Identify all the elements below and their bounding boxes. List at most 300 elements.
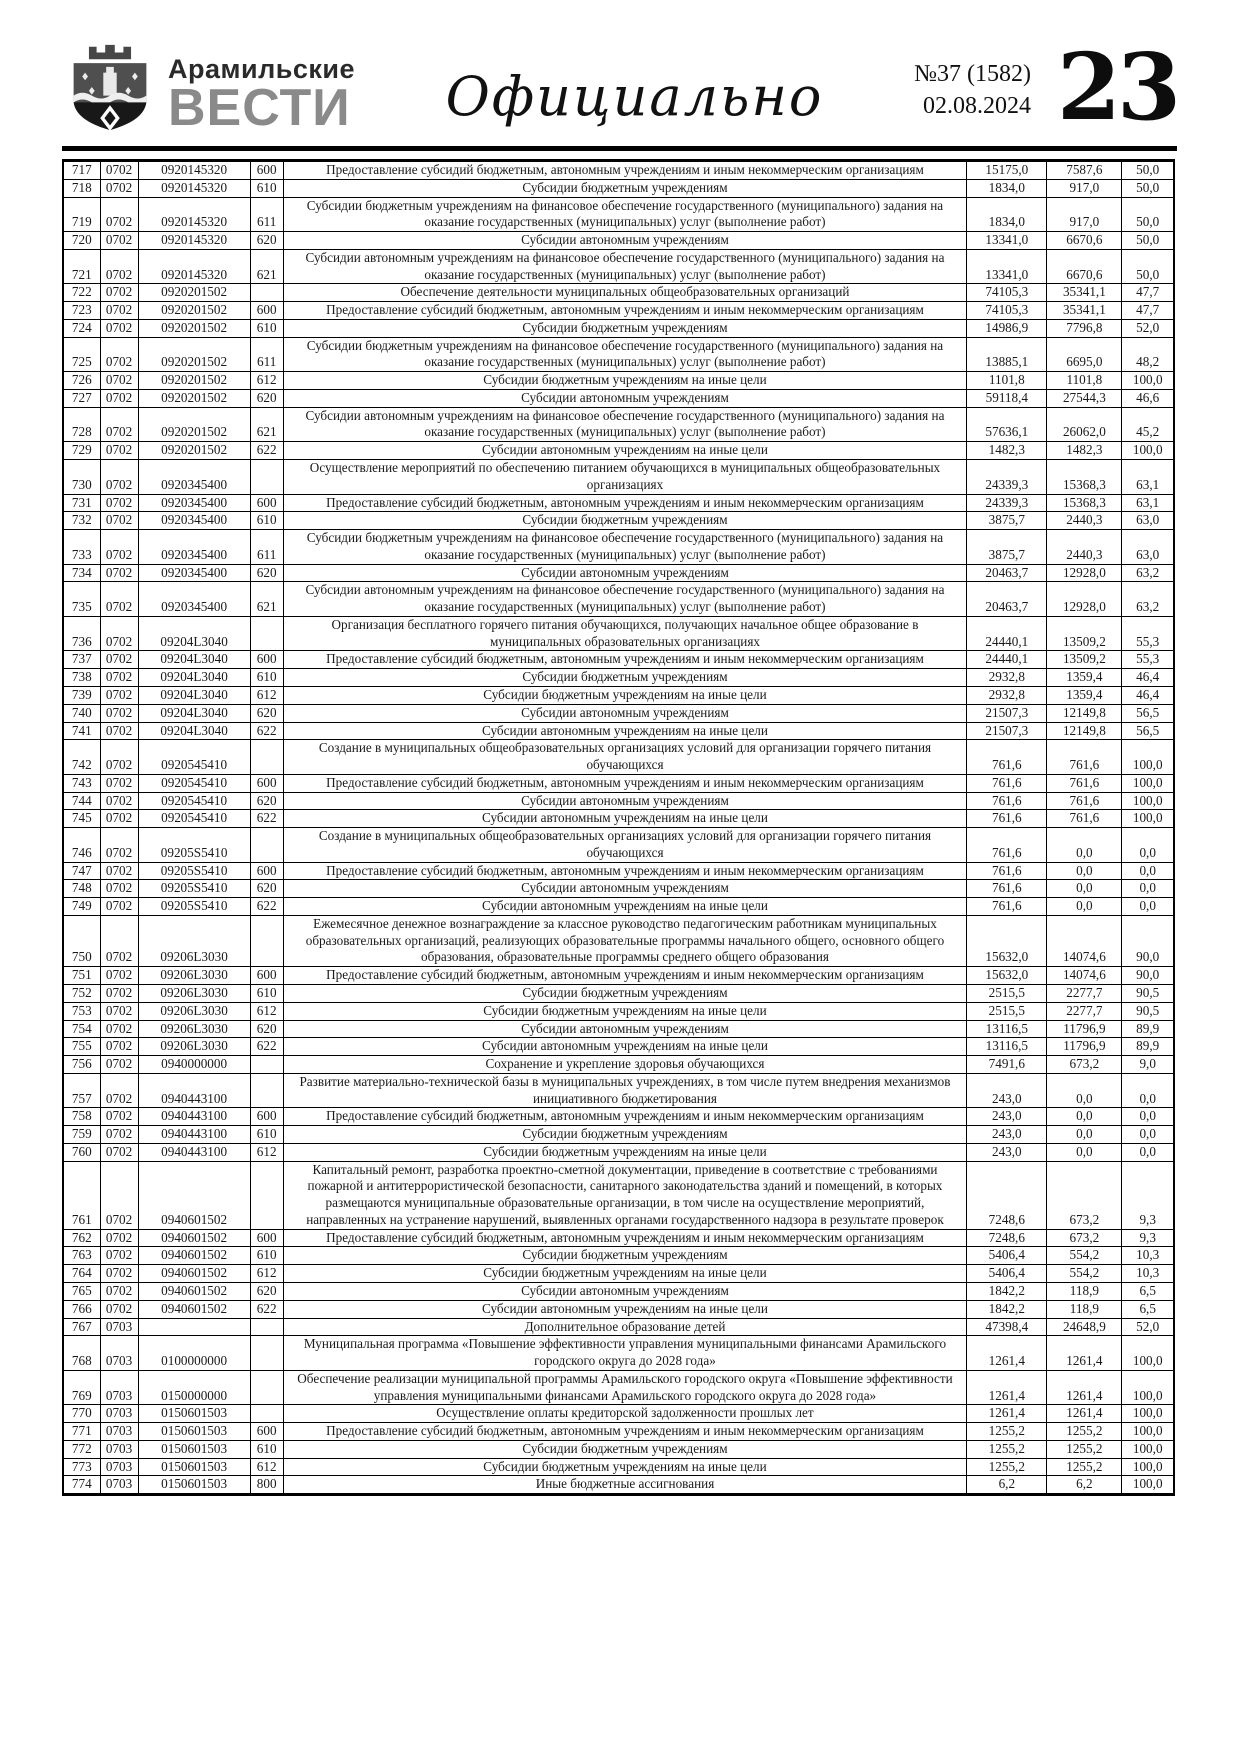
cell-section-code: 0702 xyxy=(100,530,138,565)
table-row xyxy=(63,686,1174,704)
cell-target-article-code: 09206L3030 xyxy=(138,915,250,966)
cell-target-article-code: 0150601503 xyxy=(138,1458,250,1476)
cell-section-code: 0702 xyxy=(100,1056,138,1074)
table-row xyxy=(63,616,1174,651)
cell-execution-percent: 50,0 xyxy=(1122,161,1174,180)
cell-expense-name: Субсидии автономным учреждениям xyxy=(283,880,967,898)
cell-expense-name: Создание в муниципальных общеобразовательных организациях условий для организации горячего питания обучающихся xyxy=(283,740,967,775)
cell-executed-amount: 1255,2 xyxy=(1047,1440,1122,1458)
cell-section-code: 0702 xyxy=(100,1108,138,1126)
cell-section-code: 0702 xyxy=(100,984,138,1002)
table-row xyxy=(63,564,1174,582)
cell-approved-amount: 7248,6 xyxy=(967,1161,1047,1229)
cell-expense-name: Предоставление субсидий бюджетным, автономным учреждениям и иным некоммерческим организациям xyxy=(283,302,967,320)
cell-line-number: 762 xyxy=(63,1229,100,1247)
cell-line-number: 717 xyxy=(63,161,100,180)
cell-line-number: 735 xyxy=(63,582,100,617)
cell-target-article-code: 0940601502 xyxy=(138,1283,250,1301)
cell-executed-amount: 13509,2 xyxy=(1047,651,1122,669)
cell-section-code: 0702 xyxy=(100,792,138,810)
cell-expense-type-code: 612 xyxy=(250,686,283,704)
cell-executed-amount: 0,0 xyxy=(1047,1126,1122,1144)
cell-executed-amount: 11796,9 xyxy=(1047,1020,1122,1038)
cell-expense-type-code: 620 xyxy=(250,389,283,407)
masthead xyxy=(62,33,1177,142)
cell-expense-type-code: 621 xyxy=(250,249,283,284)
cell-expense-name: Субсидии бюджетным учреждениям xyxy=(283,179,967,197)
cell-approved-amount: 6,2 xyxy=(967,1476,1047,1495)
cell-line-number: 771 xyxy=(63,1423,100,1441)
cell-approved-amount: 1834,0 xyxy=(967,197,1047,232)
cell-execution-percent: 48,2 xyxy=(1122,337,1174,372)
cell-execution-percent: 0,0 xyxy=(1122,880,1174,898)
cell-expense-name: Субсидии автономным учреждениям на иные цели xyxy=(283,1300,967,1318)
table-row xyxy=(63,1318,1174,1336)
budget-execution-table xyxy=(62,159,1175,1496)
cell-approved-amount: 57636,1 xyxy=(967,407,1047,442)
table-row xyxy=(63,862,1174,880)
cell-execution-percent: 63,0 xyxy=(1122,530,1174,565)
table-row xyxy=(63,1056,1174,1074)
cell-expense-name: Предоставление субсидий бюджетным, автономным учреждениям и иным некоммерческим организациям xyxy=(283,1108,967,1126)
cell-execution-percent: 46,4 xyxy=(1122,686,1174,704)
cell-expense-type-code: 600 xyxy=(250,967,283,985)
cell-line-number: 723 xyxy=(63,302,100,320)
cell-expense-type-code xyxy=(250,616,283,651)
cell-target-article-code: 0920201502 xyxy=(138,337,250,372)
cell-expense-type-code xyxy=(250,1056,283,1074)
cell-target-article-code: 0920545410 xyxy=(138,792,250,810)
cell-executed-amount: 0,0 xyxy=(1047,880,1122,898)
cell-section-code: 0702 xyxy=(100,1126,138,1144)
cell-expense-type-code xyxy=(250,1405,283,1423)
cell-execution-percent: 46,6 xyxy=(1122,389,1174,407)
cell-executed-amount: 12928,0 xyxy=(1047,564,1122,582)
table-row xyxy=(63,372,1174,390)
cell-line-number: 719 xyxy=(63,197,100,232)
cell-expense-name: Предоставление субсидий бюджетным, автономным учреждениям и иным некоммерческим организациям xyxy=(283,651,967,669)
cell-expense-type-code: 621 xyxy=(250,407,283,442)
cell-section-code: 0702 xyxy=(100,898,138,916)
cell-section-code: 0702 xyxy=(100,704,138,722)
brand-text xyxy=(168,42,355,137)
table-row xyxy=(63,302,1174,320)
cell-expense-type-code: 622 xyxy=(250,1300,283,1318)
cell-line-number: 756 xyxy=(63,1056,100,1074)
cell-executed-amount: 1255,2 xyxy=(1047,1423,1122,1441)
table-row xyxy=(63,1073,1174,1108)
cell-approved-amount: 24440,1 xyxy=(967,616,1047,651)
section-title: Официально xyxy=(445,65,824,128)
table-row xyxy=(63,530,1174,565)
cell-expense-type-code: 600 xyxy=(250,862,283,880)
cell-execution-percent: 50,0 xyxy=(1122,249,1174,284)
cell-execution-percent: 0,0 xyxy=(1122,1126,1174,1144)
cell-approved-amount: 761,6 xyxy=(967,810,1047,828)
cell-executed-amount: 11796,9 xyxy=(1047,1038,1122,1056)
cell-target-article-code: 0150601503 xyxy=(138,1476,250,1495)
cell-expense-type-code: 600 xyxy=(250,774,283,792)
cell-executed-amount: 1101,8 xyxy=(1047,372,1122,390)
cell-execution-percent: 0,0 xyxy=(1122,862,1174,880)
table-row xyxy=(63,1229,1174,1247)
cell-executed-amount: 0,0 xyxy=(1047,1073,1122,1108)
cell-target-article-code: 09204L3040 xyxy=(138,651,250,669)
cell-expense-name: Развитие материально-технической базы в муниципальных учреждениях, в том числе путем внедрения механизмов инициативного бюджетирования xyxy=(283,1073,967,1108)
cell-line-number: 718 xyxy=(63,179,100,197)
cell-line-number: 753 xyxy=(63,1002,100,1020)
cell-target-article-code: 09204L3040 xyxy=(138,616,250,651)
cell-expense-type-code: 610 xyxy=(250,319,283,337)
cell-line-number: 740 xyxy=(63,704,100,722)
cell-execution-percent: 100,0 xyxy=(1122,1476,1174,1495)
cell-approved-amount: 15632,0 xyxy=(967,915,1047,966)
cell-line-number: 764 xyxy=(63,1265,100,1283)
cell-section-code: 0702 xyxy=(100,722,138,740)
cell-section-code: 0702 xyxy=(100,828,138,863)
cell-expense-name: Обеспечение реализации муниципальной программы Арамильского городского округа «Повышение эффективности управления муниципальными финансами Арамильского городского округа до 2028 года» xyxy=(283,1370,967,1405)
issue-info xyxy=(914,58,1031,123)
cell-section-code: 0702 xyxy=(100,651,138,669)
cell-line-number: 754 xyxy=(63,1020,100,1038)
cell-target-article-code: 0920345400 xyxy=(138,512,250,530)
cell-approved-amount: 761,6 xyxy=(967,740,1047,775)
table-row xyxy=(63,810,1174,828)
cell-target-article-code: 09204L3040 xyxy=(138,669,250,687)
cell-section-code: 0702 xyxy=(100,1020,138,1038)
cell-expense-type-code: 600 xyxy=(250,651,283,669)
coat-of-arms-icon xyxy=(62,42,158,132)
cell-line-number: 720 xyxy=(63,232,100,250)
cell-line-number: 741 xyxy=(63,722,100,740)
cell-approved-amount: 1842,2 xyxy=(967,1283,1047,1301)
cell-execution-percent: 0,0 xyxy=(1122,1143,1174,1161)
cell-expense-name: Субсидии бюджетным учреждениям xyxy=(283,984,967,1002)
cell-execution-percent: 63,2 xyxy=(1122,582,1174,617)
cell-line-number: 766 xyxy=(63,1300,100,1318)
cell-approved-amount: 24339,3 xyxy=(967,460,1047,495)
brand-name-bottom: ВЕСТИ xyxy=(168,79,351,137)
table-row xyxy=(63,1283,1174,1301)
cell-execution-percent: 100,0 xyxy=(1122,740,1174,775)
cell-target-article-code: 0920201502 xyxy=(138,442,250,460)
cell-section-code: 0703 xyxy=(100,1423,138,1441)
cell-expense-type-code: 612 xyxy=(250,1458,283,1476)
cell-target-article-code: 0920201502 xyxy=(138,372,250,390)
cell-line-number: 733 xyxy=(63,530,100,565)
cell-section-code: 0702 xyxy=(100,740,138,775)
table-row xyxy=(63,651,1174,669)
cell-section-code: 0702 xyxy=(100,1038,138,1056)
cell-target-article-code: 0920201502 xyxy=(138,407,250,442)
cell-expense-name: Субсидии бюджетным учреждениям на иные цели xyxy=(283,1002,967,1020)
cell-executed-amount: 7796,8 xyxy=(1047,319,1122,337)
cell-expense-name: Предоставление субсидий бюджетным, автономным учреждениям и иным некоммерческим организациям xyxy=(283,1423,967,1441)
cell-execution-percent: 47,7 xyxy=(1122,284,1174,302)
cell-target-article-code: 0920145320 xyxy=(138,249,250,284)
cell-execution-percent: 55,3 xyxy=(1122,616,1174,651)
cell-target-article-code: 0920201502 xyxy=(138,302,250,320)
cell-approved-amount: 7248,6 xyxy=(967,1229,1047,1247)
cell-expense-type-code: 610 xyxy=(250,669,283,687)
cell-expense-name: Муниципальная программа «Повышение эффективности управления муниципальными финансами Арамильского городского округа до 2028 года» xyxy=(283,1336,967,1371)
cell-section-code: 0702 xyxy=(100,686,138,704)
cell-execution-percent: 56,5 xyxy=(1122,722,1174,740)
cell-line-number: 731 xyxy=(63,494,100,512)
cell-expense-name: Субсидии бюджетным учреждениям на финансовое обеспечение государственного (муниципального) задания на оказание государственных (муниципальных) услуг (выполнение работ) xyxy=(283,337,967,372)
cell-approved-amount: 243,0 xyxy=(967,1143,1047,1161)
cell-executed-amount: 673,2 xyxy=(1047,1056,1122,1074)
cell-approved-amount: 74105,3 xyxy=(967,284,1047,302)
cell-approved-amount: 21507,3 xyxy=(967,704,1047,722)
cell-expense-type-code xyxy=(250,828,283,863)
cell-section-code: 0702 xyxy=(100,1073,138,1108)
cell-execution-percent: 50,0 xyxy=(1122,197,1174,232)
cell-executed-amount: 14074,6 xyxy=(1047,915,1122,966)
cell-executed-amount: 12928,0 xyxy=(1047,582,1122,617)
cell-execution-percent: 90,0 xyxy=(1122,915,1174,966)
cell-section-code: 0702 xyxy=(100,179,138,197)
cell-expense-name: Иные бюджетные ассигнования xyxy=(283,1476,967,1495)
cell-execution-percent: 56,5 xyxy=(1122,704,1174,722)
cell-section-code: 0703 xyxy=(100,1440,138,1458)
cell-executed-amount: 1482,3 xyxy=(1047,442,1122,460)
cell-target-article-code: 0920145320 xyxy=(138,232,250,250)
cell-line-number: 747 xyxy=(63,862,100,880)
cell-line-number: 768 xyxy=(63,1336,100,1371)
cell-section-code: 0702 xyxy=(100,669,138,687)
cell-approved-amount: 15632,0 xyxy=(967,967,1047,985)
cell-approved-amount: 2932,8 xyxy=(967,669,1047,687)
cell-expense-type-code: 620 xyxy=(250,792,283,810)
cell-section-code: 0702 xyxy=(100,161,138,180)
cell-approved-amount: 21507,3 xyxy=(967,722,1047,740)
cell-expense-name: Создание в муниципальных общеобразовательных организациях условий для организации горячего питания обучающихся xyxy=(283,828,967,863)
cell-executed-amount: 118,9 xyxy=(1047,1300,1122,1318)
cell-target-article-code: 0940601502 xyxy=(138,1247,250,1265)
cell-execution-percent: 90,5 xyxy=(1122,984,1174,1002)
cell-executed-amount: 24648,9 xyxy=(1047,1318,1122,1336)
cell-expense-name: Субсидии автономным учреждениям xyxy=(283,564,967,582)
cell-section-code: 0702 xyxy=(100,1002,138,1020)
cell-executed-amount: 7587,6 xyxy=(1047,161,1122,180)
issue-number: №37 (1582) xyxy=(914,61,1031,87)
cell-execution-percent: 10,3 xyxy=(1122,1265,1174,1283)
cell-execution-percent: 89,9 xyxy=(1122,1038,1174,1056)
cell-execution-percent: 100,0 xyxy=(1122,1440,1174,1458)
cell-expense-name: Осуществление оплаты кредиторской задолженности прошлых лет xyxy=(283,1405,967,1423)
table-row xyxy=(63,1108,1174,1126)
cell-section-code: 0702 xyxy=(100,1161,138,1229)
cell-executed-amount: 673,2 xyxy=(1047,1161,1122,1229)
table-row xyxy=(63,1458,1174,1476)
cell-expense-type-code xyxy=(250,460,283,495)
table-row xyxy=(63,460,1174,495)
cell-approved-amount: 15175,0 xyxy=(967,161,1047,180)
table-row xyxy=(63,1370,1174,1405)
cell-target-article-code: 0940443100 xyxy=(138,1126,250,1144)
cell-approved-amount: 13341,0 xyxy=(967,249,1047,284)
table-row xyxy=(63,284,1174,302)
cell-expense-type-code xyxy=(250,1370,283,1405)
cell-execution-percent: 100,0 xyxy=(1122,1405,1174,1423)
cell-target-article-code: 09206L3030 xyxy=(138,967,250,985)
cell-expense-name: Субсидии автономным учреждениям на иные цели xyxy=(283,442,967,460)
cell-approved-amount: 1261,4 xyxy=(967,1370,1047,1405)
cell-execution-percent: 100,0 xyxy=(1122,1336,1174,1371)
cell-target-article-code: 0920201502 xyxy=(138,389,250,407)
cell-line-number: 752 xyxy=(63,984,100,1002)
table-row xyxy=(63,161,1174,180)
table-row xyxy=(63,1038,1174,1056)
table-row xyxy=(63,1161,1174,1229)
cell-section-code: 0703 xyxy=(100,1458,138,1476)
cell-expense-name: Организация бесплатного горячего питания обучающихся, получающих начальное общее образование в муниципальных образовательных организациях xyxy=(283,616,967,651)
cell-line-number: 770 xyxy=(63,1405,100,1423)
cell-approved-amount: 5406,4 xyxy=(967,1247,1047,1265)
cell-expense-type-code xyxy=(250,1318,283,1336)
cell-target-article-code: 09206L3030 xyxy=(138,1020,250,1038)
cell-expense-type-code: 612 xyxy=(250,1002,283,1020)
cell-line-number: 737 xyxy=(63,651,100,669)
cell-expense-type-code: 600 xyxy=(250,1229,283,1247)
cell-expense-name: Субсидии бюджетным учреждениям xyxy=(283,1440,967,1458)
cell-section-code: 0702 xyxy=(100,319,138,337)
cell-execution-percent: 89,9 xyxy=(1122,1020,1174,1038)
cell-section-code: 0703 xyxy=(100,1336,138,1371)
cell-approved-amount: 2515,5 xyxy=(967,1002,1047,1020)
table-row xyxy=(63,1002,1174,1020)
cell-approved-amount: 7491,6 xyxy=(967,1056,1047,1074)
issue-date: 02.08.2024 xyxy=(922,93,1031,120)
cell-target-article-code: 09205S5410 xyxy=(138,828,250,863)
cell-section-code: 0702 xyxy=(100,389,138,407)
cell-execution-percent: 10,3 xyxy=(1122,1247,1174,1265)
cell-executed-amount: 6670,6 xyxy=(1047,249,1122,284)
cell-execution-percent: 63,2 xyxy=(1122,564,1174,582)
cell-line-number: 722 xyxy=(63,284,100,302)
cell-line-number: 748 xyxy=(63,880,100,898)
cell-expense-name: Субсидии автономным учреждениям на иные цели xyxy=(283,722,967,740)
cell-approved-amount: 1261,4 xyxy=(967,1405,1047,1423)
cell-executed-amount: 1255,2 xyxy=(1047,1458,1122,1476)
cell-executed-amount: 15368,3 xyxy=(1047,460,1122,495)
table-row xyxy=(63,1300,1174,1318)
cell-execution-percent: 9,3 xyxy=(1122,1229,1174,1247)
cell-executed-amount: 673,2 xyxy=(1047,1229,1122,1247)
table-row xyxy=(63,1336,1174,1371)
cell-line-number: 749 xyxy=(63,898,100,916)
cell-executed-amount: 6,2 xyxy=(1047,1476,1122,1495)
cell-executed-amount: 12149,8 xyxy=(1047,704,1122,722)
cell-target-article-code: 0940601502 xyxy=(138,1229,250,1247)
cell-executed-amount: 0,0 xyxy=(1047,1143,1122,1161)
cell-expense-name: Дополнительное образование детей xyxy=(283,1318,967,1336)
cell-execution-percent: 90,0 xyxy=(1122,967,1174,985)
cell-approved-amount: 3875,7 xyxy=(967,512,1047,530)
table-row xyxy=(63,1126,1174,1144)
header-rule xyxy=(62,146,1177,151)
cell-target-article-code: 0100000000 xyxy=(138,1336,250,1371)
cell-expense-type-code: 800 xyxy=(250,1476,283,1495)
cell-target-article-code: 0920545410 xyxy=(138,774,250,792)
cell-expense-type-code: 612 xyxy=(250,372,283,390)
cell-expense-type-code: 600 xyxy=(250,1423,283,1441)
cell-line-number: 725 xyxy=(63,337,100,372)
cell-expense-name: Субсидии автономным учреждениям на иные цели xyxy=(283,810,967,828)
cell-execution-percent: 100,0 xyxy=(1122,1458,1174,1476)
cell-approved-amount: 761,6 xyxy=(967,792,1047,810)
cell-approved-amount: 761,6 xyxy=(967,880,1047,898)
cell-section-code: 0702 xyxy=(100,582,138,617)
cell-expense-type-code: 600 xyxy=(250,1108,283,1126)
cell-expense-name: Субсидии автономным учреждениям xyxy=(283,389,967,407)
cell-section-code: 0702 xyxy=(100,284,138,302)
cell-executed-amount: 2277,7 xyxy=(1047,984,1122,1002)
cell-approved-amount: 1255,2 xyxy=(967,1458,1047,1476)
cell-line-number: 746 xyxy=(63,828,100,863)
cell-target-article-code: 0150601503 xyxy=(138,1423,250,1441)
cell-execution-percent: 0,0 xyxy=(1122,1073,1174,1108)
cell-expense-name: Субсидии автономным учреждениям на иные цели xyxy=(283,1038,967,1056)
cell-line-number: 745 xyxy=(63,810,100,828)
cell-expense-name: Субсидии автономным учреждениям на финансовое обеспечение государственного (муниципального) задания на оказание государственных (муниципальных) услуг (выполнение работ) xyxy=(283,582,967,617)
cell-line-number: 760 xyxy=(63,1143,100,1161)
cell-expense-name: Субсидии автономным учреждениям xyxy=(283,1283,967,1301)
cell-expense-name: Субсидии бюджетным учреждениям на иные цели xyxy=(283,1458,967,1476)
cell-target-article-code xyxy=(138,1318,250,1336)
cell-approved-amount: 2515,5 xyxy=(967,984,1047,1002)
cell-line-number: 726 xyxy=(63,372,100,390)
cell-expense-name: Субсидии автономным учреждениям xyxy=(283,704,967,722)
cell-target-article-code: 0920145320 xyxy=(138,179,250,197)
cell-approved-amount: 1842,2 xyxy=(967,1300,1047,1318)
cell-line-number: 730 xyxy=(63,460,100,495)
cell-target-article-code: 09204L3040 xyxy=(138,722,250,740)
cell-executed-amount: 917,0 xyxy=(1047,179,1122,197)
cell-approved-amount: 1255,2 xyxy=(967,1440,1047,1458)
cell-expense-name: Ежемесячное денежное вознаграждение за классное руководство педагогическим работникам муниципальных образовательных организаций, реализующих образовательные программы начального общего, основного общего образования, образовательные программы среднего общего образования xyxy=(283,915,967,966)
cell-target-article-code: 0940000000 xyxy=(138,1056,250,1074)
table-row xyxy=(63,582,1174,617)
table-row xyxy=(63,1143,1174,1161)
page-number: 23 xyxy=(1056,33,1177,141)
cell-execution-percent: 0,0 xyxy=(1122,828,1174,863)
cell-executed-amount: 0,0 xyxy=(1047,828,1122,863)
cell-expense-type-code: 600 xyxy=(250,494,283,512)
cell-execution-percent: 52,0 xyxy=(1122,1318,1174,1336)
cell-target-article-code: 09205S5410 xyxy=(138,862,250,880)
cell-executed-amount: 761,6 xyxy=(1047,792,1122,810)
cell-expense-type-code: 600 xyxy=(250,161,283,180)
cell-target-article-code: 0150000000 xyxy=(138,1370,250,1405)
cell-executed-amount: 2440,3 xyxy=(1047,530,1122,565)
cell-execution-percent: 100,0 xyxy=(1122,442,1174,460)
cell-section-code: 0702 xyxy=(100,197,138,232)
cell-expense-type-code: 620 xyxy=(250,704,283,722)
cell-executed-amount: 761,6 xyxy=(1047,774,1122,792)
cell-target-article-code: 0920201502 xyxy=(138,319,250,337)
cell-execution-percent: 46,4 xyxy=(1122,669,1174,687)
cell-expense-type-code: 622 xyxy=(250,722,283,740)
brand-name-top: Арамильские xyxy=(168,54,355,84)
cell-expense-name: Предоставление субсидий бюджетным, автономным учреждениям и иным некоммерческим организациям xyxy=(283,967,967,985)
cell-target-article-code: 09205S5410 xyxy=(138,880,250,898)
cell-target-article-code: 0940601502 xyxy=(138,1265,250,1283)
cell-expense-name: Субсидии бюджетным учреждениям xyxy=(283,319,967,337)
cell-section-code: 0702 xyxy=(100,810,138,828)
cell-expense-name: Субсидии бюджетным учреждениям на иные цели xyxy=(283,1143,967,1161)
